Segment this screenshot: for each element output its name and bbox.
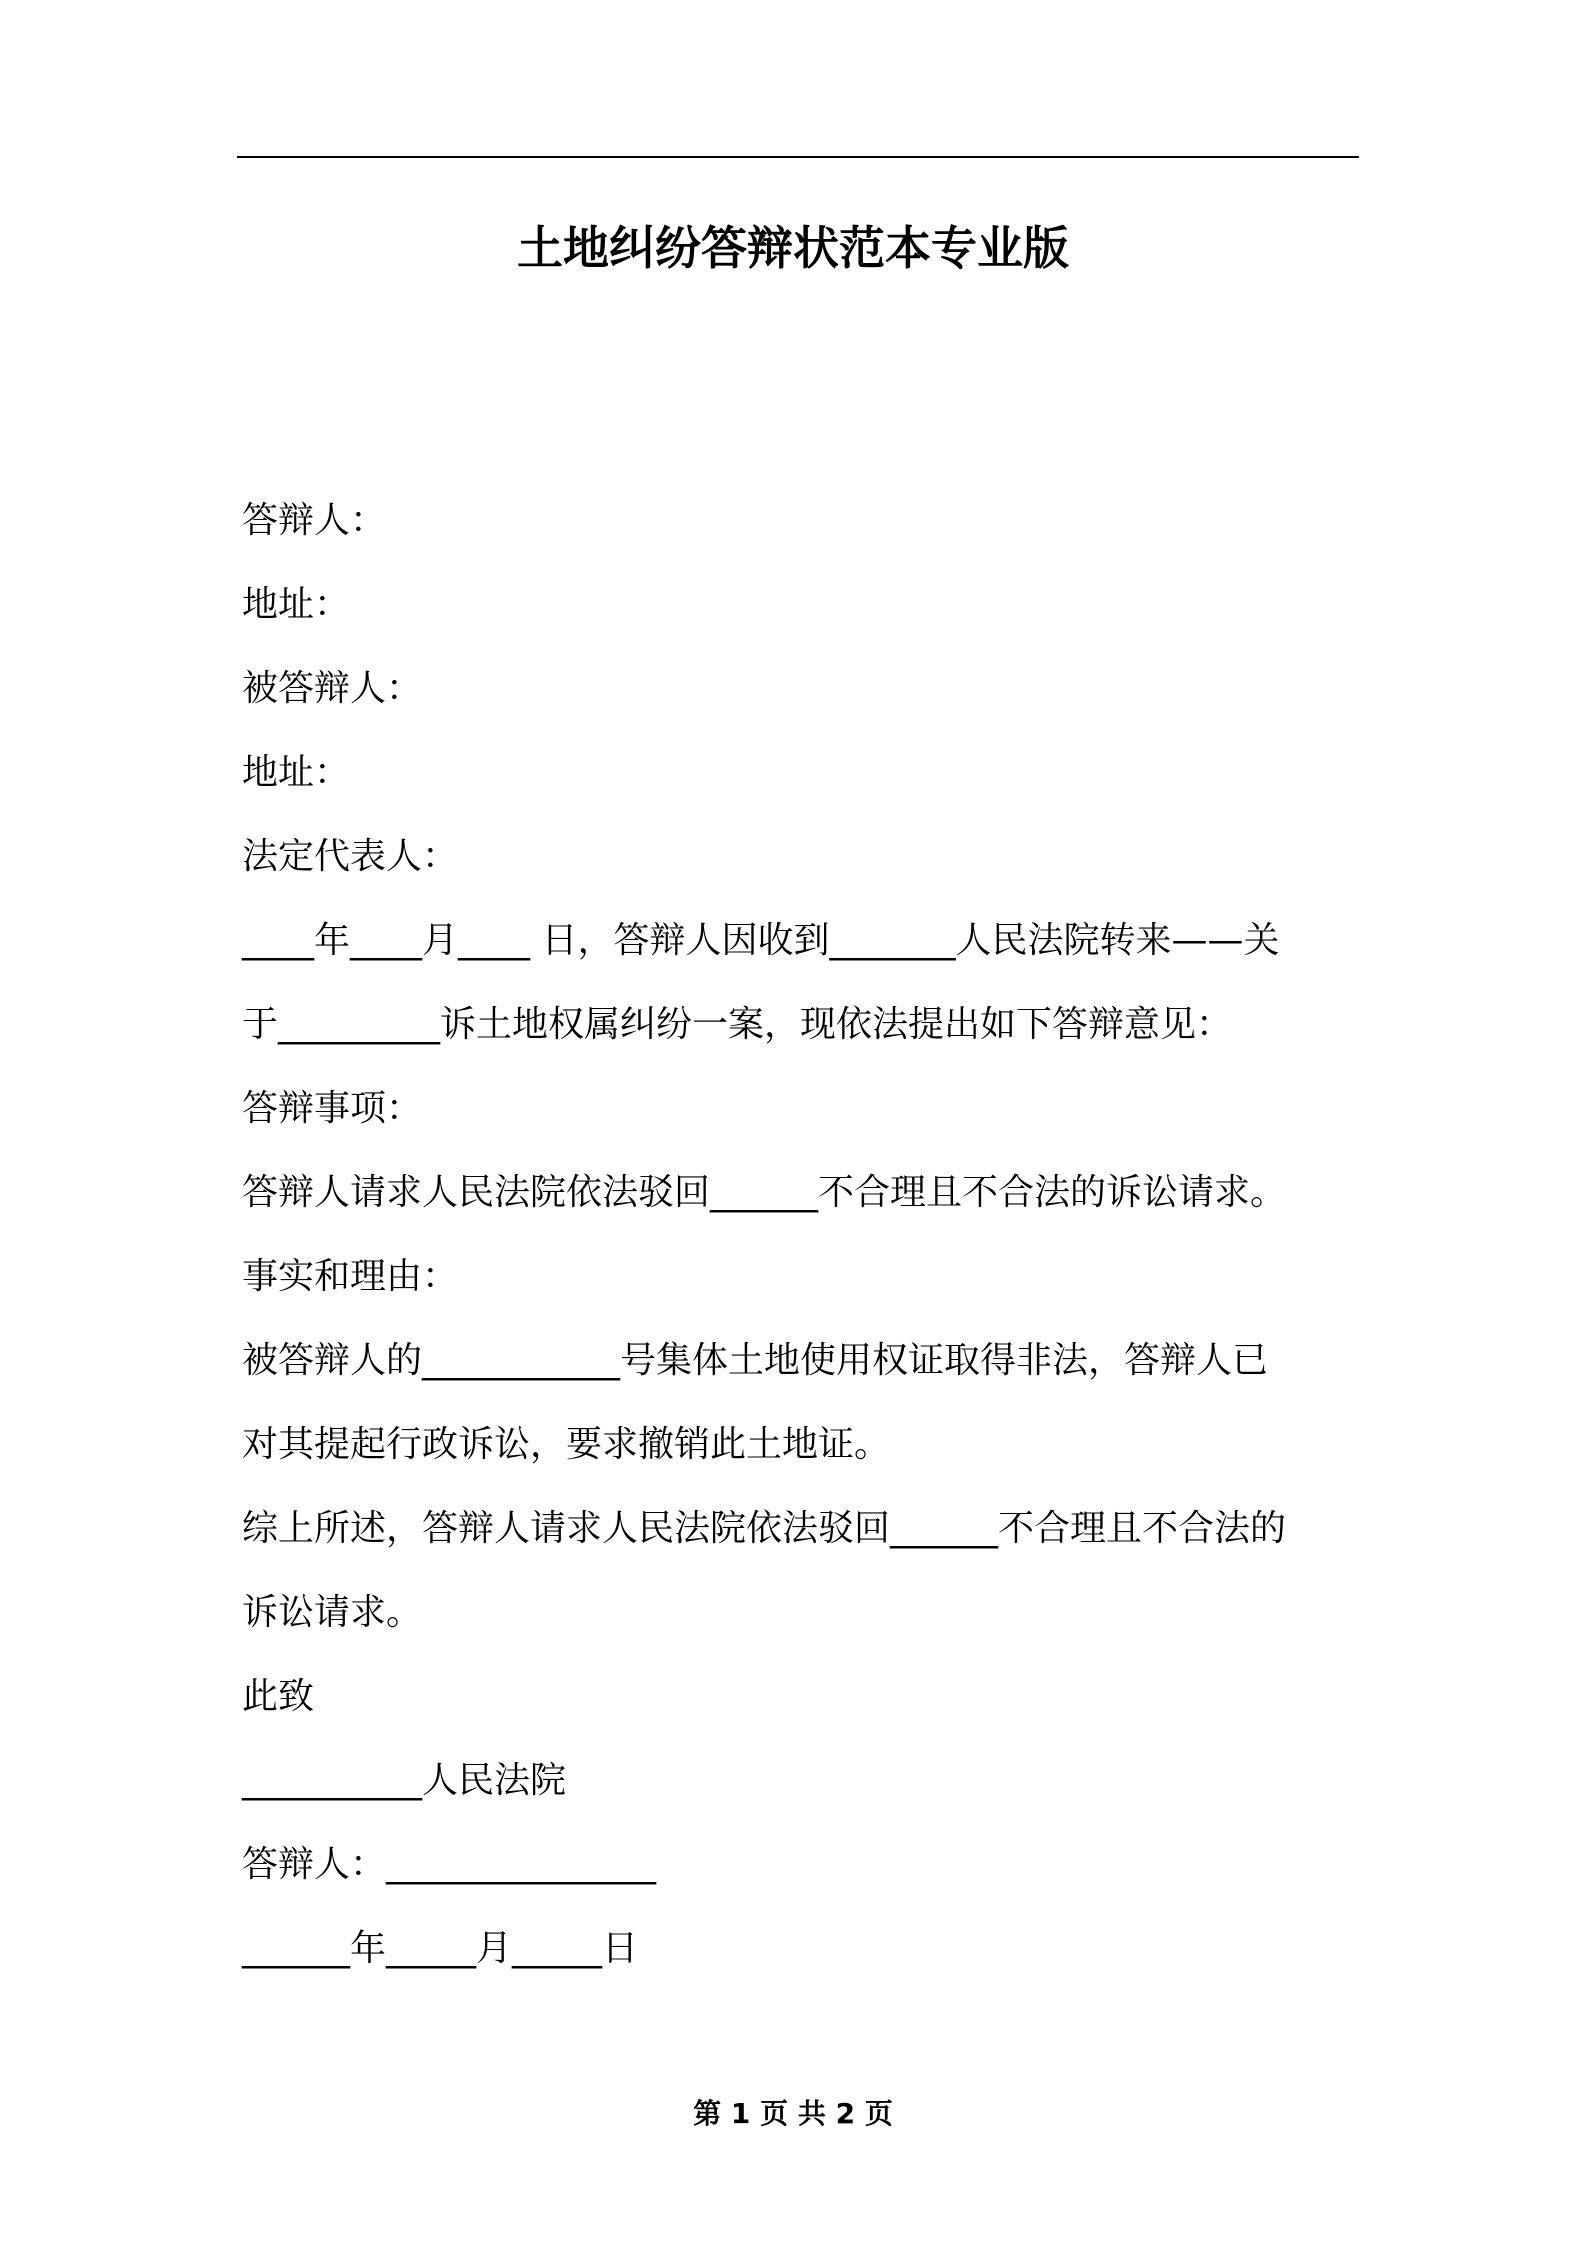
date-line: ______年_____月_____日: [242, 1928, 638, 1969]
court-name-line: __________人民法院: [242, 1760, 567, 1801]
document-title: 土地纠纷答辩状范本专业版: [517, 221, 1069, 275]
conclusion-line-1: 综上所述，答辩人请求人民法院依法驳回______不合理且不合法的: [242, 1508, 1287, 1549]
facts-reasons-heading: 事实和理由：: [242, 1256, 459, 1297]
plaintiff-label: 被答辩人：: [242, 668, 423, 709]
intro-paragraph-line-1: ____年____月____ 日，答辩人因收到_______人民法院转来——关: [242, 920, 1280, 961]
signature-line: 答辩人：_______________: [242, 1844, 657, 1885]
page-number: 第 1 页 共 2 页: [693, 2097, 893, 2130]
facts-paragraph-line-2: 对其提起行政诉讼，要求撤销此土地证。: [242, 1424, 891, 1465]
defense-items-text: 答辩人请求人民法院依法驳回______不合理且不合法的诉讼请求。: [242, 1172, 1287, 1213]
conclusion-line-2: 诉讼请求。: [242, 1592, 423, 1633]
plaintiff-address-label: 地址：: [242, 752, 351, 793]
legal-representative-label: 法定代表人：: [242, 836, 459, 877]
salutation: 此致: [242, 1676, 315, 1717]
header-rule: [237, 156, 1359, 158]
facts-paragraph-line-1: 被答辩人的___________号集体土地使用权证取得非法，答辩人已: [242, 1340, 1269, 1381]
intro-paragraph-line-2: 于_________诉土地权属纠纷一案，现依法提出如下答辩意见：: [242, 1004, 1233, 1045]
defense-items-heading: 答辩事项：: [242, 1088, 423, 1129]
respondent-label: 答辩人：: [242, 500, 387, 541]
respondent-address-label: 地址：: [242, 584, 351, 625]
